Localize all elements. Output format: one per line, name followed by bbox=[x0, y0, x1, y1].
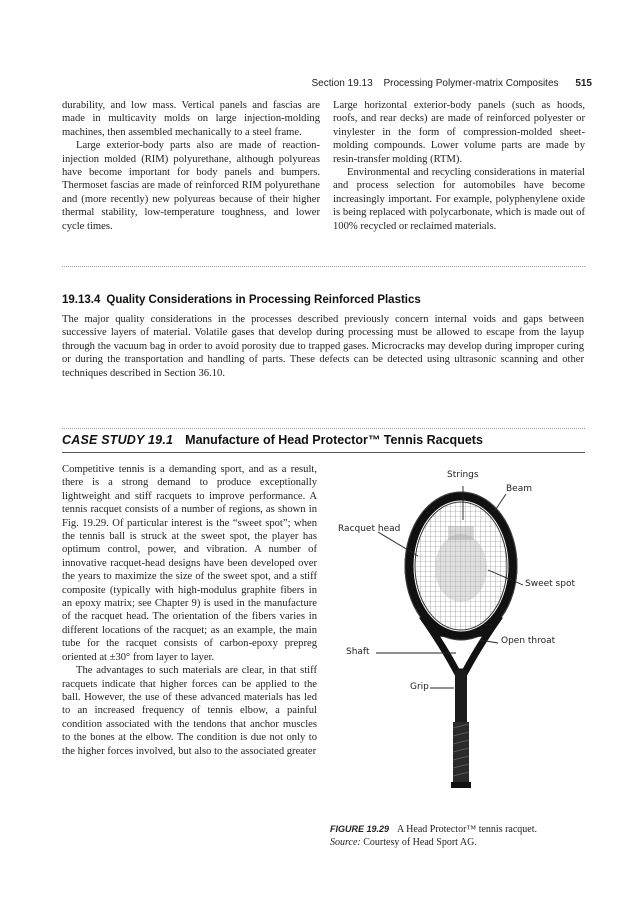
sweet-spot-area bbox=[435, 534, 487, 602]
label-shaft: Shaft bbox=[346, 647, 370, 657]
racquet-grip bbox=[453, 722, 469, 786]
page-number: 515 bbox=[575, 78, 592, 89]
racquet-illustration bbox=[330, 466, 586, 796]
intro-right-paragraph-2: Environmental and recycling considerations in material and process selection for automobiles have become increasingly important. For example, polyphenylene oxide is being replaced with polycarbonate, which is made out of 100% recycled or reclaimed materials. bbox=[333, 167, 585, 232]
case-study-paragraph-1: Competitive tennis is a demanding sport, and as a result, there is a strong demand to produce exceptionally lightweight and stiff racquets to improve performance. A tennis racquet consists of a number of regions, as shown in Fig. 19.29. Of particular interest is the “sweet spot”; when the tennis ball is struck at the sweet spot, the player has optimum control, power, and vibration. A number of innovative racquet-head designs have been developed over the years to maximize the size of the sweet spot, and a stiff composite (typically with high-modulus graphite fibers in an epoxy matrix; see Chapter 9) is used in the manufacture of the racquet head. The orientation of the fibers varies in different locations of the racquet; as an example, the main tube for the racquet consists of carbon-epoxy prepreg oriented at ±30° from layer to layer. bbox=[62, 464, 317, 663]
section-paragraph: The major quality considerations in the processes described previously concern internal voids and gaps between successive layers of material. Volatile gases that develop during processing must be allowed to escape from the layup through the vacuum bag in order to avoid porosity due to trapped gases. Microcracks may develop during improper curing or during the transportation and handling of parts. These defects can be detected using ultrasonic scanning and other techniques described in Section 36.10. bbox=[62, 314, 584, 379]
label-strings: Strings bbox=[447, 470, 479, 480]
case-study-paragraph-2: The advantages to such materials are clear, in that stiff racquets indicate that higher forces can be applied to the ball. However, the use of these advanced materials has led to an increased frequency of tennis elbow, a painful condition associated with the tendons that anchor muscles to the bones at the elbow. The condition is due not only to the higher forces involved, but also to the associated greater bbox=[62, 665, 317, 757]
beam-leader bbox=[494, 494, 506, 512]
intro-right-paragraph-1: Large horizontal exterior-body panels (such as hoods, roofs, and rear decks) are made of reinforced polyester or vinylester in the form of compression-molded sheet-molding compounds. Lower volume parts are made by resin-transfer molding (RTM). bbox=[333, 100, 585, 165]
label-grip: Grip bbox=[410, 682, 429, 692]
intro-divider bbox=[62, 266, 585, 267]
case-study-rule-top bbox=[62, 428, 585, 429]
intro-left-column bbox=[62, 99, 320, 233]
figure-source-label: Source: bbox=[330, 837, 361, 848]
case-study-heading bbox=[62, 433, 585, 447]
figure-source-text: Courtesy of Head Sport AG. bbox=[363, 837, 477, 848]
label-open-throat: Open throat bbox=[501, 636, 556, 646]
label-racquet-head: Racquet head bbox=[338, 524, 401, 534]
case-study-text bbox=[62, 463, 317, 758]
figure-caption bbox=[330, 823, 586, 849]
case-study-rule-bottom bbox=[62, 452, 585, 453]
running-head-section: Section 19.13 bbox=[311, 78, 373, 89]
label-sweet-spot: Sweet spot bbox=[525, 579, 575, 589]
racquet-figure bbox=[330, 466, 586, 796]
running-head bbox=[312, 78, 592, 89]
intro-right-column bbox=[333, 99, 585, 233]
section-title: Quality Considerations in Processing Reinforced Plastics bbox=[106, 294, 421, 306]
figure-caption-text: A Head Protector™ tennis racquet. bbox=[396, 824, 538, 835]
case-study-label: CASE STUDY 19.1 bbox=[62, 433, 174, 447]
figure-caption-label: FIGURE 19.29 bbox=[330, 824, 390, 834]
intro-left-paragraph-1: durability, and low mass. Vertical panels and fascias are made in multicavity molds on large injection-molding machines, then assembled mechanically to a steel frame. bbox=[62, 100, 320, 138]
section-number: 19.13.4 bbox=[62, 294, 101, 306]
racquet-shaft bbox=[455, 670, 467, 724]
case-study-title: Manufacture of Head Protector™ Tennis Racquets bbox=[185, 433, 483, 447]
label-beam: Beam bbox=[506, 484, 532, 494]
section-heading bbox=[62, 294, 421, 306]
intro-left-paragraph-2: Large exterior-body parts also are made of reaction-injection molded (RIM) polyurethane, although polyureas have become important for body panels and bumpers. Thermoset fascias are made of reinforced RIM polyurethane and (more recently) new polyureas because of their higher thermal stability, low-temperature toughness, and lower cycle times. bbox=[62, 140, 320, 232]
running-head-title: Processing Polymer-matrix Composites bbox=[383, 78, 559, 89]
